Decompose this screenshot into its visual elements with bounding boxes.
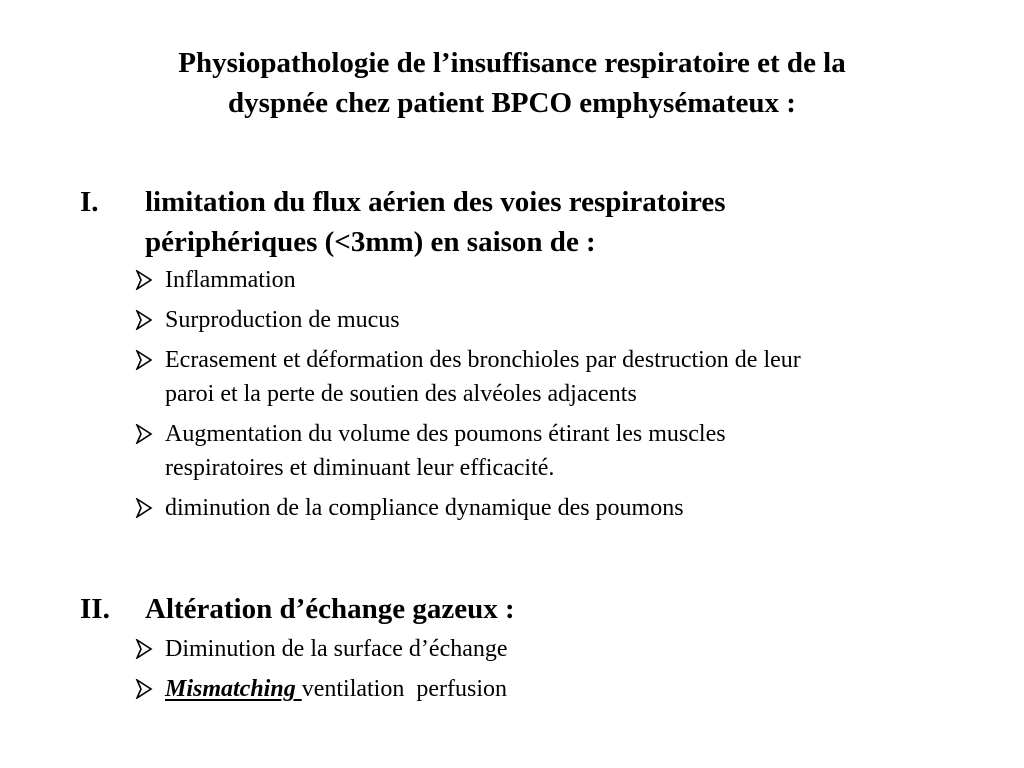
section-1-heading-line-1: limitation du flux aérien des voies respiratoires	[145, 186, 726, 218]
bullet-item	[165, 303, 935, 337]
arrowhead-bullet-icon	[135, 639, 153, 659]
bullet-text-line-1: Augmentation du volume des poumons étirant les muscles	[165, 421, 726, 447]
slide-title	[60, 43, 964, 123]
arrowhead-bullet-icon	[135, 679, 153, 699]
section-2-heading-line-1: Altération d’échange gazeux :	[145, 593, 515, 625]
bullet-item	[165, 263, 935, 297]
bullet-item	[165, 417, 935, 485]
section-2-heading	[0, 589, 1024, 629]
bullet-item	[165, 672, 935, 706]
section-2	[0, 589, 1024, 706]
bullet-item	[165, 343, 935, 411]
section-2-heading-text	[145, 589, 905, 629]
mismatching-emphasis: Mismatching	[165, 676, 302, 702]
bullet-text	[165, 672, 935, 706]
arrowhead-bullet-icon	[135, 270, 153, 290]
bullet-text-line-2: respiratoires et diminuant leur efficacité.	[165, 455, 555, 481]
bullet-text: Inflammation	[165, 267, 296, 293]
section-1-bullet-list	[0, 263, 1024, 525]
slide-title-line-2: dyspnée chez patient BPCO emphysémateux :	[228, 87, 796, 119]
arrowhead-bullet-icon	[135, 350, 153, 370]
bullet-item	[165, 632, 935, 666]
bullet-text-line-2: paroi et la perte de soutien des alvéoles adjacents	[165, 381, 637, 407]
bullet-text-rest: ventilation perfusion	[301, 676, 507, 702]
bullet-item	[165, 491, 935, 525]
section-2-number: II.	[80, 593, 110, 625]
section-2-bullet-list	[0, 632, 1024, 706]
section-1-number: I.	[80, 186, 99, 218]
bullet-text: diminution de la compliance dynamique des poumons	[165, 495, 684, 521]
arrowhead-bullet-icon	[135, 498, 153, 518]
section-1-heading	[0, 182, 1024, 262]
bullet-text: Surproduction de mucus	[165, 307, 400, 333]
slide-title-line-1: Physiopathologie de l’insuffisance respiratoire et de la	[178, 47, 846, 79]
section-1-heading-line-2: périphériques (<3mm) en saison de :	[145, 226, 596, 258]
arrowhead-bullet-icon	[135, 310, 153, 330]
bullet-text: Diminution de la surface d’échange	[165, 636, 508, 662]
section-1	[0, 182, 1024, 525]
arrowhead-bullet-icon	[135, 424, 153, 444]
section-1-heading-text	[145, 182, 905, 262]
bullet-text-line-1: Ecrasement et déformation des bronchioles par destruction de leur	[165, 347, 801, 373]
